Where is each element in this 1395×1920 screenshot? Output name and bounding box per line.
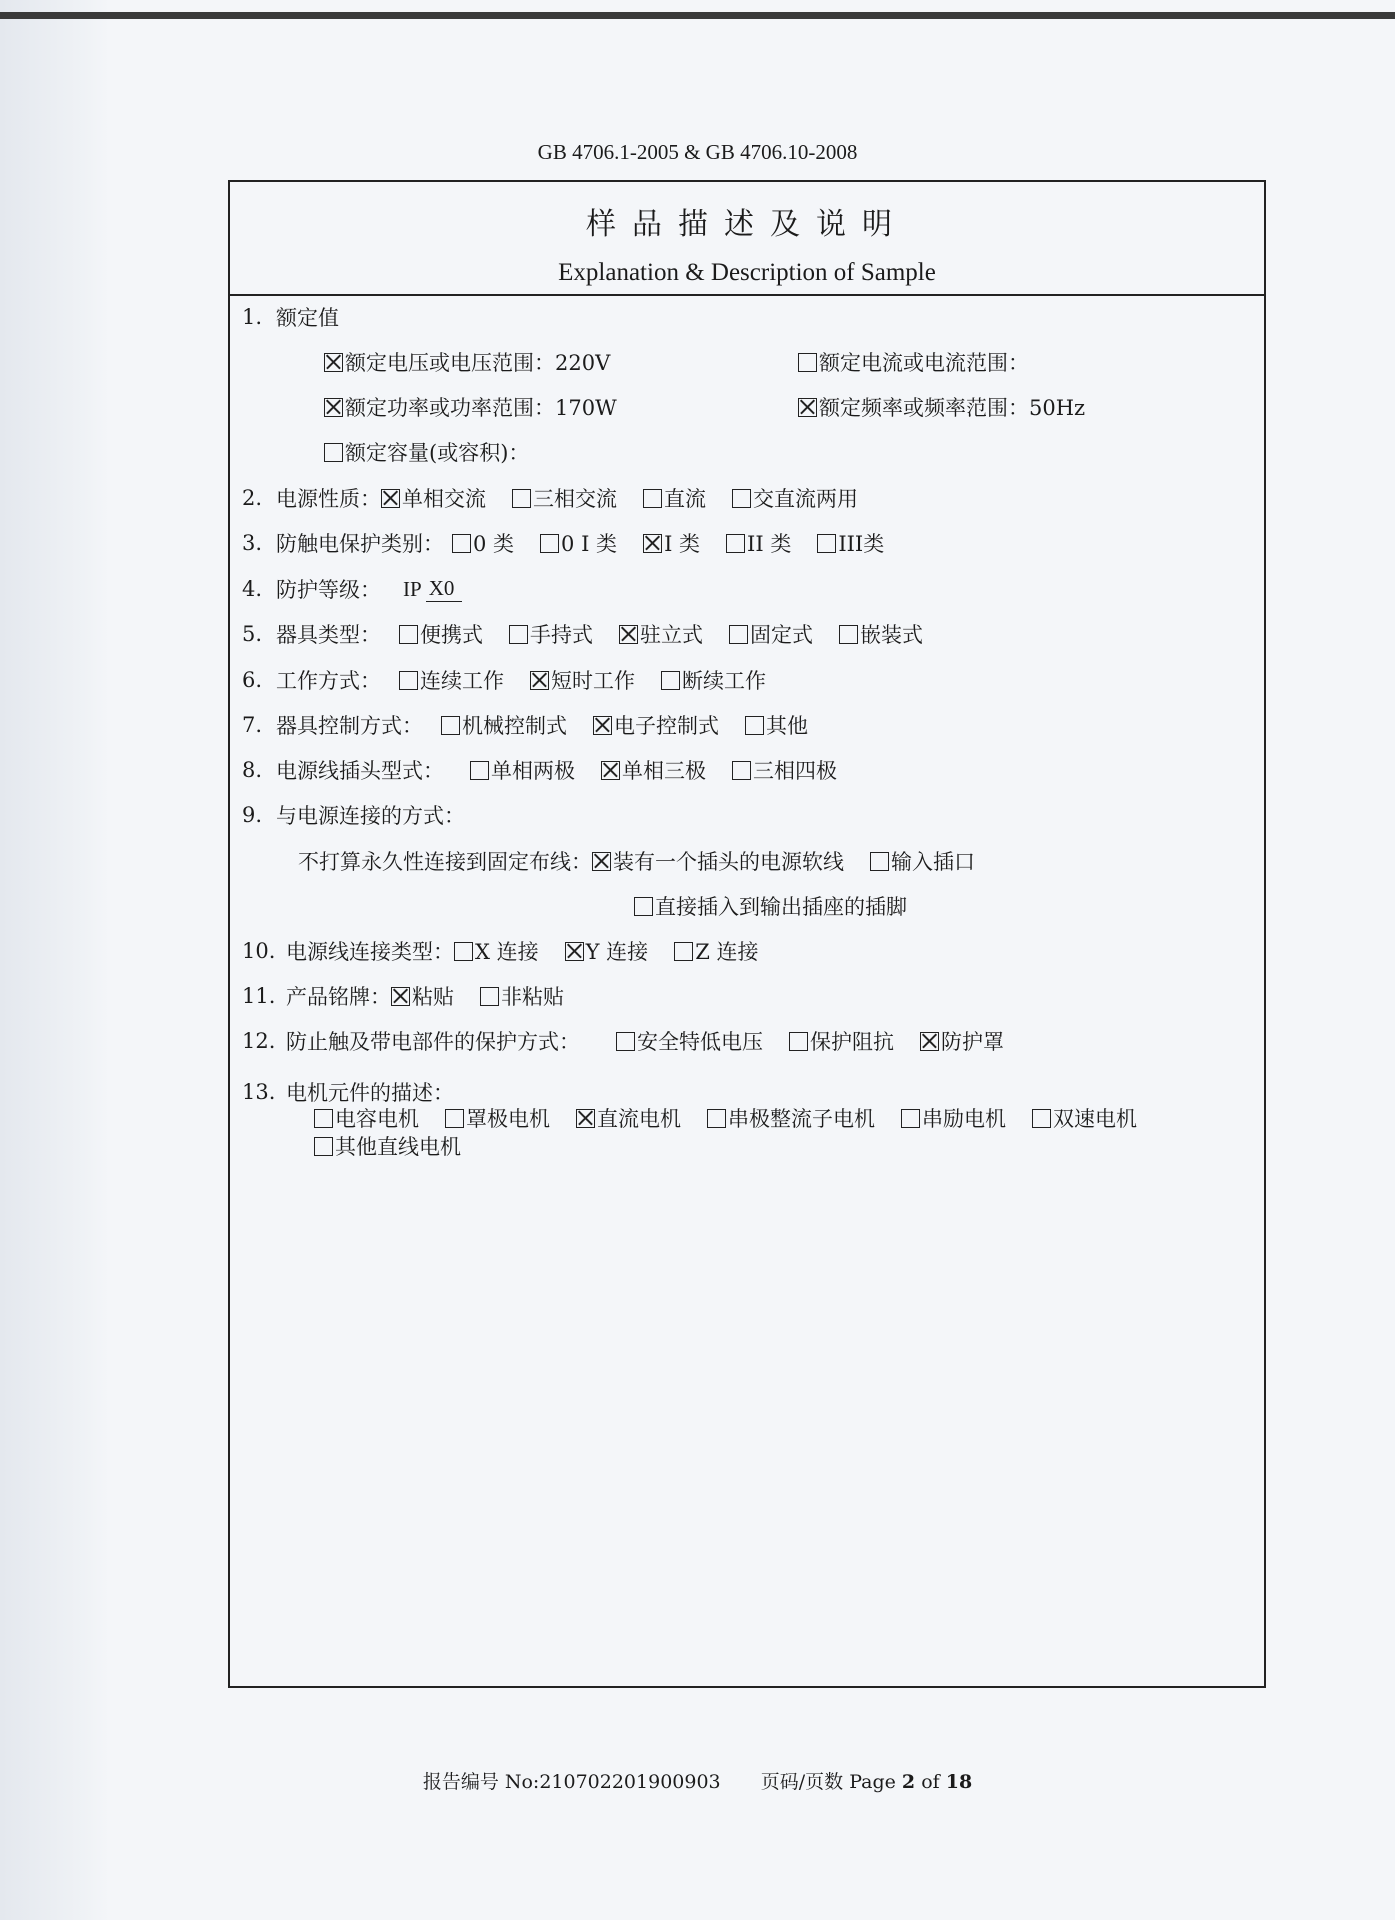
checkbox-i2-0[interactable] <box>381 489 400 508</box>
item-7-control-method: 7. 器具控制方式： 机械控制式 电子控制式 其他 <box>230 709 834 741</box>
item-2-power-supply: 2. 电源性质： 单相交流 三相交流 直流 交直流两用 <box>230 482 884 514</box>
option-label: 粘贴 <box>412 985 454 1009</box>
option-i10-1[interactable] <box>565 936 649 966</box>
checkbox-i2-1[interactable] <box>512 489 531 508</box>
item-13-options-line-2 <box>314 1130 487 1162</box>
checkbox-i11-1[interactable] <box>480 987 499 1006</box>
option-i6-1[interactable] <box>530 665 635 695</box>
option-i3-1[interactable] <box>540 528 617 558</box>
option-i3-4[interactable] <box>817 528 884 558</box>
option-label: 安全特低电压 <box>637 1030 763 1054</box>
option-label: 手持式 <box>530 623 593 647</box>
option-i7-2[interactable] <box>745 710 808 740</box>
rated-power-option[interactable]: 额定功率或功率范围：170W <box>324 391 617 423</box>
option-label: 串励电机 <box>922 1107 1006 1131</box>
option-label: 三相交流 <box>533 487 617 511</box>
plug-cord-checkbox[interactable] <box>592 852 611 871</box>
option-label: 其他直线电机 <box>335 1135 461 1159</box>
option-i5-2[interactable] <box>619 619 703 649</box>
item-6-operation-mode: 6. 工作方式： 连续工作 短时工作 断续工作 <box>230 664 792 696</box>
option-i8-1[interactable] <box>601 755 706 785</box>
checkbox-i5-3[interactable] <box>729 625 748 644</box>
option-label: 便携式 <box>420 623 483 647</box>
option-i11-0[interactable] <box>391 981 454 1011</box>
power-checkbox[interactable] <box>324 398 343 417</box>
page-label: 页码/页数 Page <box>760 1771 896 1793</box>
option-label: 0 类 <box>473 532 515 556</box>
option-label: I 类 <box>664 532 701 556</box>
option-i6-0[interactable] <box>399 665 504 695</box>
checkbox-i5-4[interactable] <box>839 625 858 644</box>
standard-reference: GB 4706.1-2005 & GB 4706.10-2008 <box>537 140 858 164</box>
checkbox-i12-2[interactable] <box>920 1032 939 1051</box>
checkbox-i7-2[interactable] <box>745 716 764 735</box>
rated-capacity-option[interactable]: 额定容量(或容积)： <box>324 436 529 468</box>
option-i13-2[interactable] <box>576 1103 681 1133</box>
option-label: 保护阻抗 <box>810 1030 894 1054</box>
option-i8-0[interactable] <box>470 755 575 785</box>
option-i13-5[interactable] <box>1032 1103 1137 1133</box>
item-3-protection-class: 3. 防触电保护类别： 0 类 0 I 类 I 类 II 类 III类 <box>230 527 910 559</box>
option-label: 断续工作 <box>682 669 766 693</box>
voltage-checkbox[interactable] <box>324 353 343 372</box>
option-label: 串极整流子电机 <box>728 1107 875 1131</box>
option-i13-1[interactable] <box>445 1103 550 1133</box>
checkbox-i12-0[interactable] <box>616 1032 635 1051</box>
ip-prefix: IP <box>403 576 422 601</box>
checkbox-i13-0[interactable] <box>314 1109 333 1128</box>
option-i6-2[interactable] <box>661 665 766 695</box>
checkbox-i2-3[interactable] <box>732 489 751 508</box>
item-9-supply-connection: 9. 与电源连接的方式： <box>242 803 465 828</box>
report-number: 报告编号 No:210702201900903 <box>422 1771 721 1793</box>
option-label: 双速电机 <box>1053 1107 1137 1131</box>
option-appliance-inlet[interactable]: 输入插口 <box>870 846 975 876</box>
checkbox-i13-5[interactable] <box>1032 1109 1051 1128</box>
item-8-plug-type: 8. 电源线插头型式： 单相两极 单相三极 三相四极 <box>230 754 863 786</box>
page-total: 18 <box>945 1771 973 1793</box>
option-label: 嵌装式 <box>860 623 923 647</box>
option-i7-1[interactable] <box>593 710 719 740</box>
checkbox-i3-0[interactable] <box>452 534 471 553</box>
checkbox-i13-6[interactable] <box>314 1137 333 1156</box>
option-i11-1[interactable] <box>480 981 564 1011</box>
item-10-cord-attachment: 10. 电源线连接类型： X 连接 Y 连接 Z 连接 <box>230 935 784 967</box>
frequency-checkbox[interactable] <box>798 398 817 417</box>
item-12-live-part-protection: 12. 防止触及带电部件的保护方式： 安全特低电压 保护阻抗 防护罩 <box>230 1025 1030 1057</box>
current-checkbox[interactable] <box>798 353 817 372</box>
checkbox-i11-0[interactable] <box>391 987 410 1006</box>
option-i12-0[interactable] <box>616 1026 763 1056</box>
checkbox-i3-1[interactable] <box>540 534 559 553</box>
capacity-checkbox[interactable] <box>324 443 343 462</box>
option-label: Y 连接 <box>585 940 649 964</box>
item-4-ip-rating: 4. 防护等级： IP X0 <box>230 573 462 605</box>
checkbox-i7-0[interactable] <box>441 716 460 735</box>
checkbox-i6-0[interactable] <box>399 671 418 690</box>
item-5-appliance-type: 5. 器具类型： 便携式 手持式 驻立式 固定式 嵌装式 <box>230 618 949 650</box>
option-label: 其他 <box>766 714 808 738</box>
option-label: III类 <box>838 532 885 556</box>
title-chinese: 样品描述及说明 <box>586 207 908 242</box>
checkbox-i8-2[interactable] <box>732 761 751 780</box>
option-i2-1[interactable] <box>512 483 617 513</box>
option-i13-4[interactable] <box>901 1103 1006 1133</box>
rated-voltage-option[interactable]: 额定电压或电压范围：220V <box>324 346 610 378</box>
option-i2-0[interactable] <box>381 483 486 513</box>
checkbox-i5-1[interactable] <box>509 625 528 644</box>
ip-code-value: X0 <box>426 576 463 602</box>
item-11-nameplate: 11. 产品铭牌： 粘贴 非粘贴 <box>230 980 590 1012</box>
option-label: 单相三极 <box>622 759 706 783</box>
option-label: 电容电机 <box>335 1107 419 1131</box>
sample-description-form <box>228 180 1266 1688</box>
scan-top-line <box>0 12 1395 19</box>
option-i5-1[interactable] <box>509 619 593 649</box>
checkbox-i5-0[interactable] <box>399 625 418 644</box>
option-label: 非粘贴 <box>501 985 564 1009</box>
option-direct-plug-in[interactable]: 直接插入到输出插座的插脚 <box>634 890 907 922</box>
checkbox-i13-4[interactable] <box>901 1109 920 1128</box>
option-label: 0 I 类 <box>561 532 618 556</box>
form-header <box>230 182 1264 296</box>
checkbox-i3-4[interactable] <box>817 534 836 553</box>
page-of: of <box>921 1771 940 1793</box>
option-i3-2[interactable] <box>643 528 700 558</box>
option-i12-2[interactable] <box>920 1026 1004 1056</box>
rated-frequency-option[interactable]: 额定频率或频率范围：50Hz <box>798 391 1085 423</box>
option-i5-3[interactable] <box>729 619 813 649</box>
checkbox-i13-3[interactable] <box>707 1109 726 1128</box>
option-label: 直流电机 <box>597 1107 681 1131</box>
checkbox-i5-2[interactable] <box>619 625 638 644</box>
option-label: 直流 <box>664 487 706 511</box>
item-13-motor-description: 13. 电机元件的描述： <box>242 1080 454 1105</box>
checkbox-i6-2[interactable] <box>661 671 680 690</box>
checkbox-i6-1[interactable] <box>530 671 549 690</box>
option-label: 交直流两用 <box>753 487 858 511</box>
direct-plug-in-checkbox[interactable] <box>634 897 653 916</box>
item-1-rated-values: 1. 额定值 <box>242 305 339 330</box>
option-i2-3[interactable] <box>732 483 858 513</box>
checkbox-i13-1[interactable] <box>445 1109 464 1128</box>
appliance-inlet-checkbox[interactable] <box>870 852 889 871</box>
checkbox-i10-1[interactable] <box>565 942 584 961</box>
checkbox-i8-1[interactable] <box>601 761 620 780</box>
option-i13-0[interactable] <box>314 1103 419 1133</box>
option-i5-4[interactable] <box>839 619 923 649</box>
checkbox-i10-0[interactable] <box>454 942 473 961</box>
option-label: 罩极电机 <box>466 1107 550 1131</box>
option-i8-2[interactable] <box>732 755 837 785</box>
option-label: 防护罩 <box>941 1030 1004 1054</box>
checkbox-i3-3[interactable] <box>726 534 745 553</box>
option-i10-0[interactable] <box>454 936 539 966</box>
option-label: 机械控制式 <box>462 714 567 738</box>
page-number: 2 <box>901 1771 916 1793</box>
checkbox-i2-2[interactable] <box>643 489 662 508</box>
option-i7-0[interactable] <box>441 710 567 740</box>
option-label: X 连接 <box>475 940 539 964</box>
option-label: 单相交流 <box>402 487 486 511</box>
option-i2-2[interactable] <box>643 483 706 513</box>
option-label: 短时工作 <box>551 669 635 693</box>
item-9-sub-options: 不打算永久性连接到固定布线： 装有一个插头的电源软线 输入插口 <box>298 845 1001 877</box>
option-i12-1[interactable] <box>789 1026 894 1056</box>
option-i13-6[interactable] <box>314 1131 461 1161</box>
checkbox-i3-2[interactable] <box>643 534 662 553</box>
option-i3-3[interactable] <box>726 528 791 558</box>
checkbox-i8-0[interactable] <box>470 761 489 780</box>
option-label: 电子控制式 <box>614 714 719 738</box>
scan-left-edge <box>0 0 110 1920</box>
option-i10-2[interactable] <box>674 936 758 966</box>
option-i3-0[interactable] <box>452 528 514 558</box>
checkbox-i10-2[interactable] <box>674 942 693 961</box>
option-label: 固定式 <box>750 623 813 647</box>
option-label: 驻立式 <box>640 623 703 647</box>
option-label: 单相两极 <box>491 759 575 783</box>
option-i13-3[interactable] <box>707 1103 875 1133</box>
option-label: 三相四极 <box>753 759 837 783</box>
page-footer <box>0 1767 1395 1794</box>
checkbox-i12-1[interactable] <box>789 1032 808 1051</box>
option-label: Z 连接 <box>695 940 759 964</box>
checkbox-i13-2[interactable] <box>576 1109 595 1128</box>
rated-current-option[interactable]: 额定电流或电流范围： <box>798 346 1029 378</box>
checkbox-i7-1[interactable] <box>593 716 612 735</box>
option-plug-cord[interactable]: 装有一个插头的电源软线 <box>592 846 844 876</box>
title-english: Explanation & Description of Sample <box>558 259 936 286</box>
option-label: 连续工作 <box>420 669 504 693</box>
option-i5-0[interactable] <box>399 619 483 649</box>
option-label: II 类 <box>747 532 792 556</box>
